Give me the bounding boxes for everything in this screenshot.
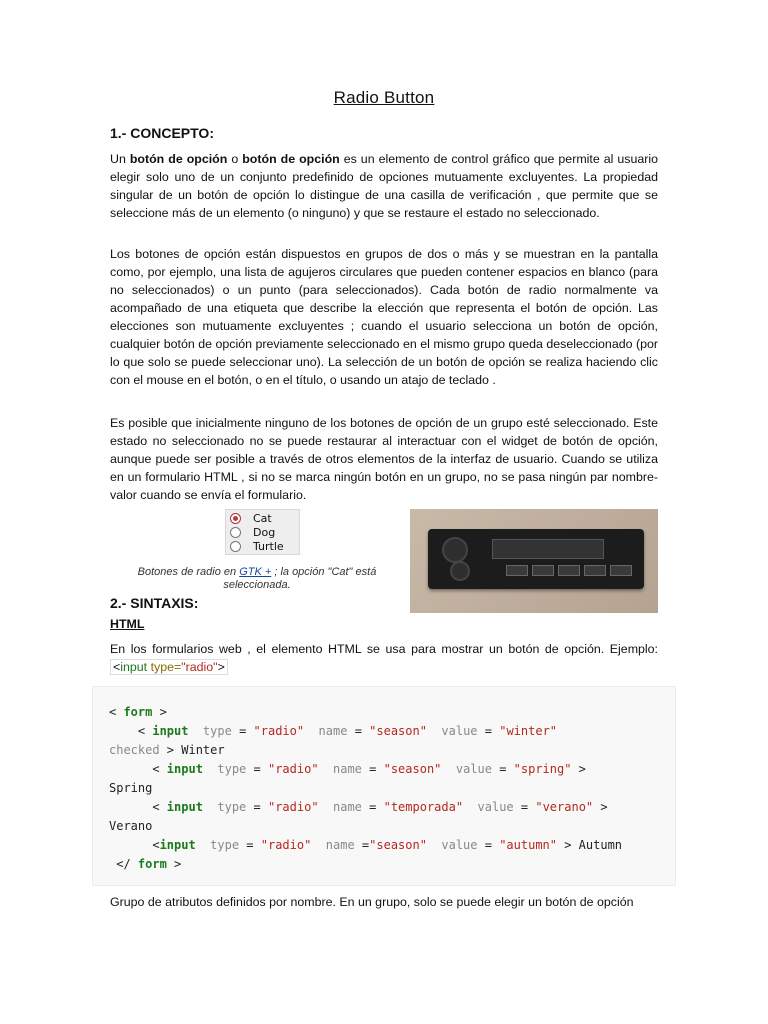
preset-button-icon bbox=[532, 565, 554, 576]
paragraph-groups: Los botones de opción están dispuestos en grupos de dos o más y se muestran en la pantalla como, por ejemplo, una lista de agujeros circulares que pueden contener espacios en blanco (para no seleccionados) o un punto (para seleccionados). Cada botón de radio normalmente va acompañado de una etiqueta que describe la elección que representa el botón de opción. Las elecciones son mutuamente excluyentes ; cuando el usuario selecciona un botón de opción, cualquier botón de opción previamente seleccionado en el mismo grupo queda deseleccionado (por lo que solo se puede seleccionar uno). La selección de un botón de opción se realiza haciendo clic con el mouse en el botón, o en el título, o usando un atajo de teclado . bbox=[110, 247, 658, 387]
radio-label: Turtle bbox=[253, 540, 284, 553]
radio-label: Cat bbox=[253, 512, 272, 525]
code-line: Spring bbox=[109, 781, 153, 795]
text-run: es un elemento de control gráfico que permite al usuario elegir solo uno de un conjunto predefinido de opciones mutuamente excluyentes. La propiedad singular de un botón de opción lo distingue de una casilla de verificación , que permite que se seleccione más de un elemento (o ninguno) y que se restaure el estado no seleccionado. bbox=[110, 152, 659, 220]
section-heading-concepto: 1.- CONCEPTO: bbox=[110, 125, 214, 141]
radio-circle-icon bbox=[230, 527, 241, 538]
code-line: checked > Winter bbox=[109, 743, 225, 757]
radio-dial-display bbox=[492, 539, 604, 559]
preset-button-icon bbox=[584, 565, 606, 576]
section-heading-sintaxis: 2.- SINTAXIS: bbox=[110, 595, 199, 611]
code-line: Verano bbox=[109, 819, 153, 833]
radio-figure bbox=[225, 509, 300, 555]
code-line: < form > bbox=[109, 705, 167, 719]
code-line: < input type = "radio" name = "season" value = "spring" > bbox=[109, 762, 586, 776]
paragraph-definition bbox=[110, 150, 658, 222]
preset-button-icon bbox=[558, 565, 580, 576]
radio-circle-selected-icon bbox=[230, 513, 241, 524]
code-attr: type= bbox=[147, 660, 182, 674]
text-run: o bbox=[227, 152, 243, 166]
subheading-html: HTML bbox=[110, 617, 145, 631]
bold-term: botón de opción bbox=[242, 152, 340, 166]
code-line: < input type = "radio" name = "season" value = "winter" bbox=[109, 724, 558, 738]
code-line: < input type = "radio" name = "temporada" value = "verano" > bbox=[109, 800, 608, 814]
figure-caption bbox=[115, 566, 399, 592]
inline-code bbox=[110, 659, 228, 675]
code-value: "radio" bbox=[181, 660, 218, 674]
paragraph-html-usage bbox=[110, 640, 658, 676]
caption-text: Botones de radio en bbox=[137, 566, 240, 578]
caption-link-gtk[interactable]: GTK + bbox=[239, 566, 272, 578]
code-lt: < bbox=[113, 660, 121, 674]
preset-button-icon bbox=[610, 565, 632, 576]
code-block bbox=[92, 686, 676, 886]
text-run: En los formularios web , el elemento HTML se usa para mostrar un botón de opción. Ejemplo: bbox=[110, 642, 658, 656]
text-run: Un bbox=[110, 152, 130, 166]
bold-term: botón de opción bbox=[129, 152, 228, 166]
page-title: Radio Button bbox=[333, 88, 435, 107]
code-gt: > bbox=[217, 660, 225, 674]
code-tag: input bbox=[120, 660, 148, 674]
paragraph-initial-state: Es posible que inicialmente ninguno de los botones de opción de un grupo esté seleccionado. Este estado no seleccionado no se puede restaurar al interactuar con el widget de botón de opción, aunque puede ser posible a través de otros elementos de la interfaz de usuario. Cuando se utiliza en un formulario HTML , si no se marca ningún botón en un grupo, no se pasa ningún par nombre-valor cuando se envía el formulario. bbox=[110, 416, 658, 502]
car-radio-unit bbox=[428, 529, 644, 589]
radio-label: Dog bbox=[253, 526, 276, 539]
radio-option-cat[interactable] bbox=[230, 512, 272, 525]
radio-option-dog[interactable] bbox=[230, 526, 275, 539]
radio-option-turtle[interactable] bbox=[230, 540, 284, 553]
tuning-knob-icon bbox=[450, 561, 470, 581]
code-line: <input type = "radio" name ="season" value = "autumn" > Autumn bbox=[109, 838, 623, 852]
car-radio-photo bbox=[410, 509, 658, 613]
paragraph-group-attr: Grupo de atributos definidos por nombre. En un grupo, solo se puede elegir un botón de opción bbox=[110, 895, 634, 909]
preset-button-icon bbox=[506, 565, 528, 576]
caption-text: ; la opción "Cat" está seleccionada. bbox=[223, 566, 377, 591]
radio-circle-icon bbox=[230, 541, 241, 552]
volume-knob-icon bbox=[442, 537, 468, 563]
code-line: </ form > bbox=[109, 857, 182, 871]
